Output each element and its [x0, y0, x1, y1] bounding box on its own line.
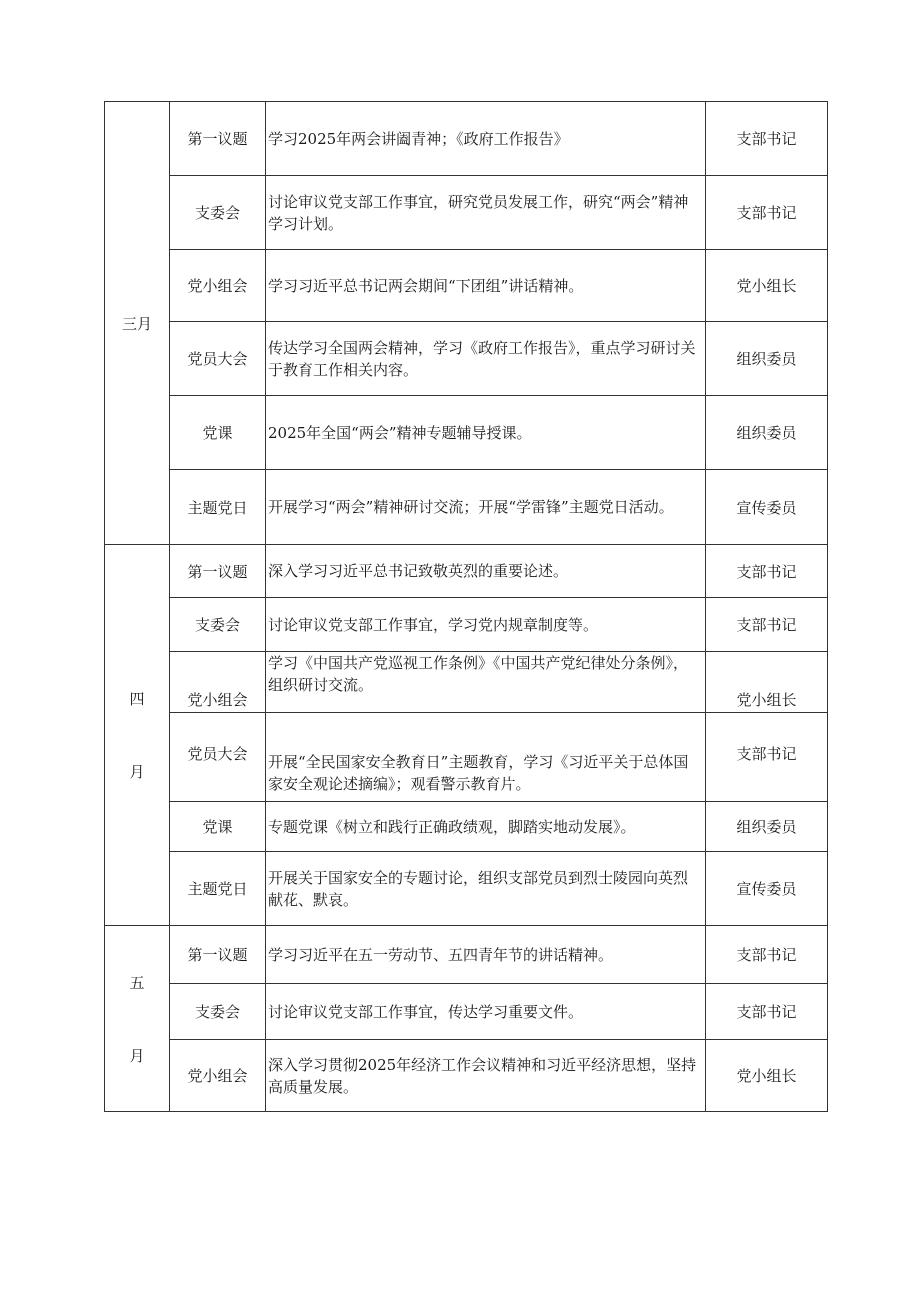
activity-type-cell: 第一议题 — [170, 102, 266, 176]
month-label: 四 — [129, 690, 145, 708]
activity-content-cell: 专题党课《树立和践行正确政绩观，脚踏实地动发展》。 — [266, 802, 706, 852]
activity-type-cell: 第一议题 — [170, 545, 266, 598]
activity-content-cell: 开展关于国家安全的专题讨论，组织支部党员到烈士陵园向英烈献花、默哀。 — [266, 852, 706, 926]
month-cell-march — [105, 102, 170, 545]
table-row — [105, 852, 828, 926]
responsible-person-cell: 支部书记 — [706, 176, 828, 250]
responsible-person-cell: 党小组长 — [706, 1040, 828, 1112]
activity-type-cell: 党小组会 — [170, 652, 266, 713]
activity-type-cell: 党课 — [170, 396, 266, 470]
activity-type-cell: 党课 — [170, 802, 266, 852]
activity-type-cell: 支委会 — [170, 176, 266, 250]
table-row — [105, 176, 828, 250]
activity-content-cell: 学习习近平在五一劳动节、五四青年节的讲话精神。 — [266, 926, 706, 984]
activity-type-cell: 支委会 — [170, 984, 266, 1040]
activity-content-cell: 开展“全民国家安全教育日”主题教育，学习《习近平关于总体国家安全观论述摘编》；观看警示教育片。 — [266, 713, 706, 802]
activity-content-cell: 学习习近平总书记两会期间“下团组”讲话精神。 — [266, 250, 706, 322]
activity-type-cell: 支委会 — [170, 598, 266, 652]
activity-type-cell: 党员大会 — [170, 322, 266, 396]
month-cell-april — [105, 545, 170, 926]
party-activity-plan-table — [104, 101, 828, 1112]
table-row — [105, 802, 828, 852]
activity-content-cell: 讨论审议党支部工作事宜，研究党员发展工作，研究“两会”精神学习计划。 — [266, 176, 706, 250]
table-row — [105, 470, 828, 545]
table-row — [105, 598, 828, 652]
table-row — [105, 322, 828, 396]
month-cell-may — [105, 926, 170, 1112]
table-row — [105, 713, 828, 802]
month-label: 月 — [129, 1046, 145, 1065]
responsible-person-cell: 组织委员 — [706, 802, 828, 852]
table-row — [105, 652, 828, 713]
activity-type-cell: 党员大会 — [170, 713, 266, 802]
activity-content-cell: 学习2025年两会讲阖青神；《政府工作报告》 — [266, 102, 706, 176]
activity-content-cell: 开展学习“两会”精神研讨交流；开展“学雷锋”主题党日活动。 — [266, 470, 706, 545]
responsible-person-cell: 宣传委员 — [706, 470, 828, 545]
activity-content-cell: 讨论审议党支部工作事宜，传达学习重要文件。 — [266, 984, 706, 1040]
responsible-person-cell: 支部书记 — [706, 102, 828, 176]
activity-type-cell: 党小组会 — [170, 1040, 266, 1112]
table-row — [105, 545, 828, 598]
activity-content-cell: 学习《中国共产党巡视工作条例》《中国共产党纪律处分条例》，组织研讨交流。 — [266, 652, 706, 713]
responsible-person-cell: 支部书记 — [706, 713, 828, 802]
table-row — [105, 396, 828, 470]
activity-content-cell: 讨论审议党支部工作事宜，学习党内规章制度等。 — [266, 598, 706, 652]
responsible-person-cell: 宣传委员 — [706, 852, 828, 926]
activity-content-cell: 传达学习全国两会精神，学习《政府工作报告》，重点学习研讨关于教育工作相关内容。 — [266, 322, 706, 396]
responsible-person-cell: 组织委员 — [706, 322, 828, 396]
responsible-person-cell: 支部书记 — [706, 984, 828, 1040]
activity-type-cell: 党小组会 — [170, 250, 266, 322]
responsible-person-cell: 组织委员 — [706, 396, 828, 470]
activity-content-cell: 2025年全国“两会”精神专题辅导授课。 — [266, 396, 706, 470]
activity-content-cell: 深入学习习近平总书记致敬英烈的重要论述。 — [266, 545, 706, 598]
month-label: 三月 — [121, 314, 152, 333]
month-label: 五 — [129, 973, 145, 992]
responsible-person-cell: 党小组长 — [706, 250, 828, 322]
table-row — [105, 984, 828, 1040]
table-row — [105, 102, 828, 176]
month-label: 月 — [129, 763, 145, 781]
responsible-person-cell: 党小组长 — [706, 652, 828, 713]
activity-type-cell: 主题党日 — [170, 470, 266, 545]
responsible-person-cell: 支部书记 — [706, 926, 828, 984]
responsible-person-cell: 支部书记 — [706, 545, 828, 598]
responsible-person-cell: 支部书记 — [706, 598, 828, 652]
table-row — [105, 250, 828, 322]
activity-content-cell: 深入学习贯彻2025年经济工作会议精神和习近平经济思想，坚持高质量发展。 — [266, 1040, 706, 1112]
activity-type-cell: 主题党日 — [170, 852, 266, 926]
table-row — [105, 1040, 828, 1112]
table-row — [105, 926, 828, 984]
activity-type-cell: 第一议题 — [170, 926, 266, 984]
